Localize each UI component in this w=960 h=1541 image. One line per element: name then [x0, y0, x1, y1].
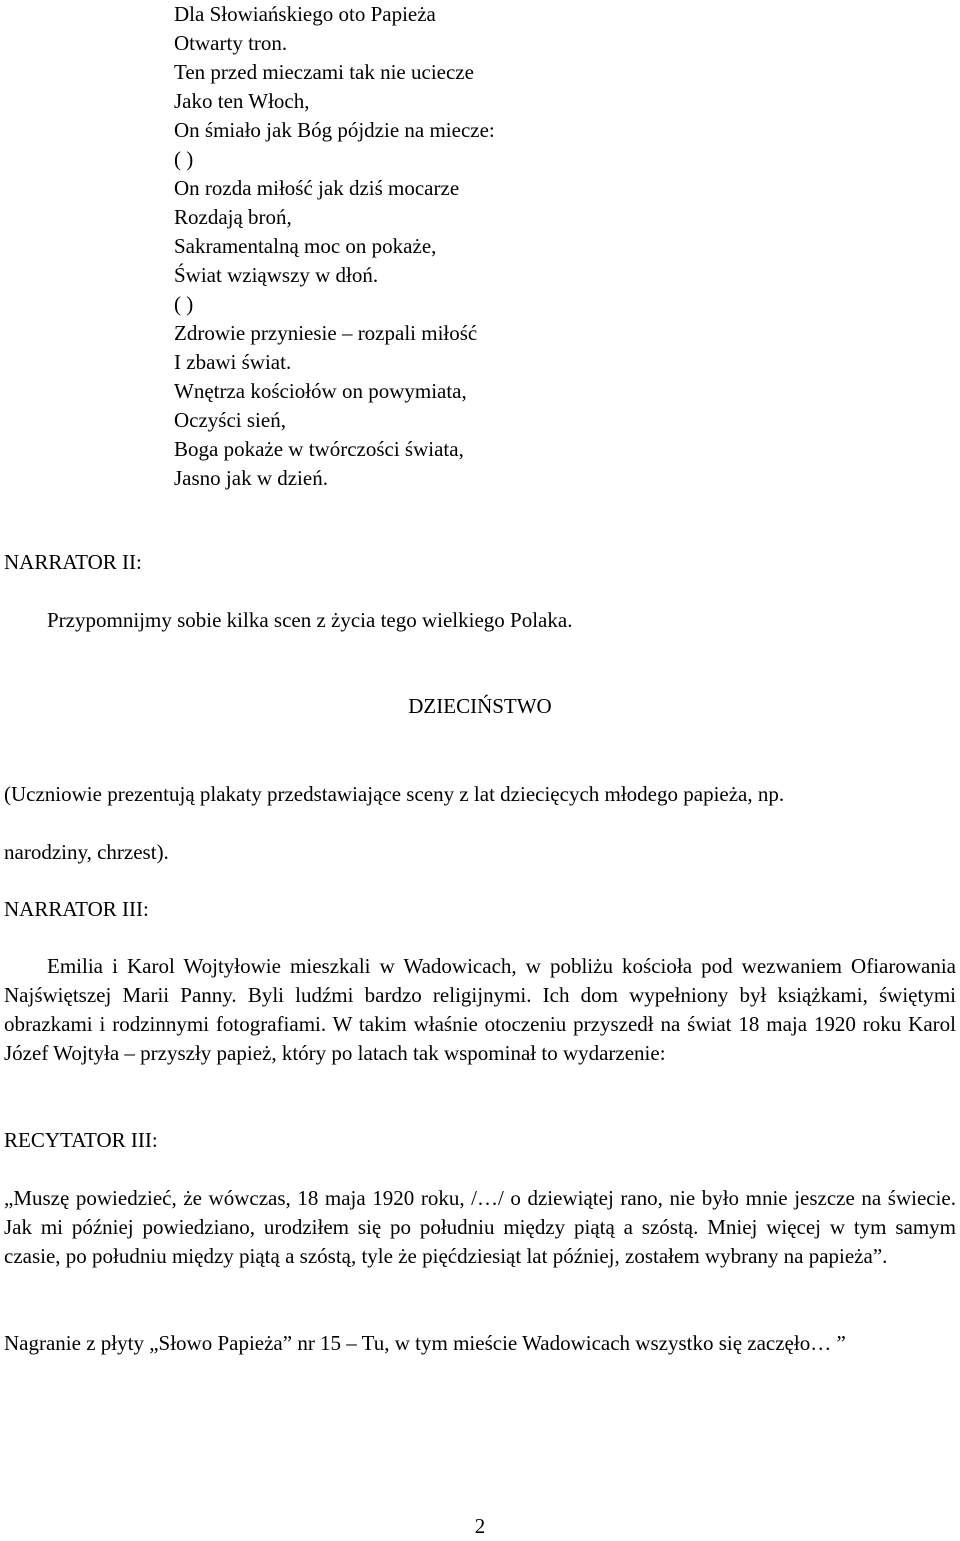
poem-line: ( ): [174, 292, 194, 316]
poem-line: Wnętrza kościołów on powymiata,: [174, 379, 467, 403]
page-number: 2: [474, 1514, 486, 1538]
poem-line: Rozdają broń,: [174, 205, 292, 229]
poem-line: On rozda miłość jak dziś mocarze: [174, 176, 460, 200]
poem: [174, 0, 495, 493]
poem-line: On śmiało jak Bóg pójdzie na miecze:: [174, 118, 495, 142]
narrator-3-text: Emilia i Karol Wojtyłowie mieszkali w Wadowicach, w pobliżu kościoła pod wezwaniem Ofiarowania Najświętszej Marii Panny. Byli ludźmi bardzo religijnymi. Ich dom wypełniony był książkami, świętymi obrazkami i rodzinnymi fotografiami. W takim właśnie otoczeniu przyszedł na świat 18 maja 1920 roku Karol Józef Wojtyła – przyszły papież, który po latach tak wspominał to wydarzenie:: [4, 954, 956, 1065]
narrator-2-text: Przypomnijmy sobie kilka scen z życia tego wielkiego Polaka.: [47, 608, 573, 632]
section-heading: DZIECIŃSTWO: [408, 694, 552, 718]
poem-line: Oczyści sień,: [174, 408, 286, 432]
poem-line: Jako ten Włoch,: [174, 89, 310, 113]
poem-line: ( ): [174, 147, 194, 171]
poem-line: Sakramentalną moc on pokaże,: [174, 234, 437, 258]
poem-line: Boga pokaże w twórczości świata,: [174, 437, 464, 461]
section-note-line1: (Uczniowie prezentują plakaty przedstawiające sceny z lat dziecięcych młodego papieża, np.: [4, 782, 785, 806]
recytator-3-quote: „Muszę powiedzieć, że wówczas, 18 maja 1920 roku, /…/ o dziewiątej rano, nie było mnie jeszcze na świecie. Jak mi później powiedziano, urodziłem się po południu między piątą a szóstą. Mniej więcej w tym samym czasie, po południu między piątą a szóstą, tyle że pięćdziesiąt lat później, zostałem wybrany na papieża”.: [4, 1186, 956, 1268]
poem-line: I zbawi świat.: [174, 350, 292, 374]
narrator-2-label: NARRATOR II:: [4, 550, 142, 574]
poem-line: Świat wziąwszy w dłoń.: [174, 263, 379, 287]
poem-line: Otwarty tron.: [174, 31, 288, 55]
poem-line: Zdrowie przyniesie – rozpali miłość: [174, 321, 478, 345]
poem-line: Jasno jak w dzień.: [174, 466, 328, 490]
poem-line: Ten przed mieczami tak nie uciecze: [174, 60, 474, 84]
section-note-line2: narodziny, chrzest).: [4, 840, 169, 864]
recording-note: Nagranie z płyty „Słowo Papieża” nr 15 – Tu, w tym mieście Wadowicach wszystko się zaczęło… ”: [4, 1331, 846, 1355]
narrator-3-label: NARRATOR III:: [4, 897, 149, 921]
poem-line: Dla Słowiańskiego oto Papieża: [174, 2, 436, 26]
recytator-3-label: RECYTATOR III:: [4, 1128, 158, 1152]
